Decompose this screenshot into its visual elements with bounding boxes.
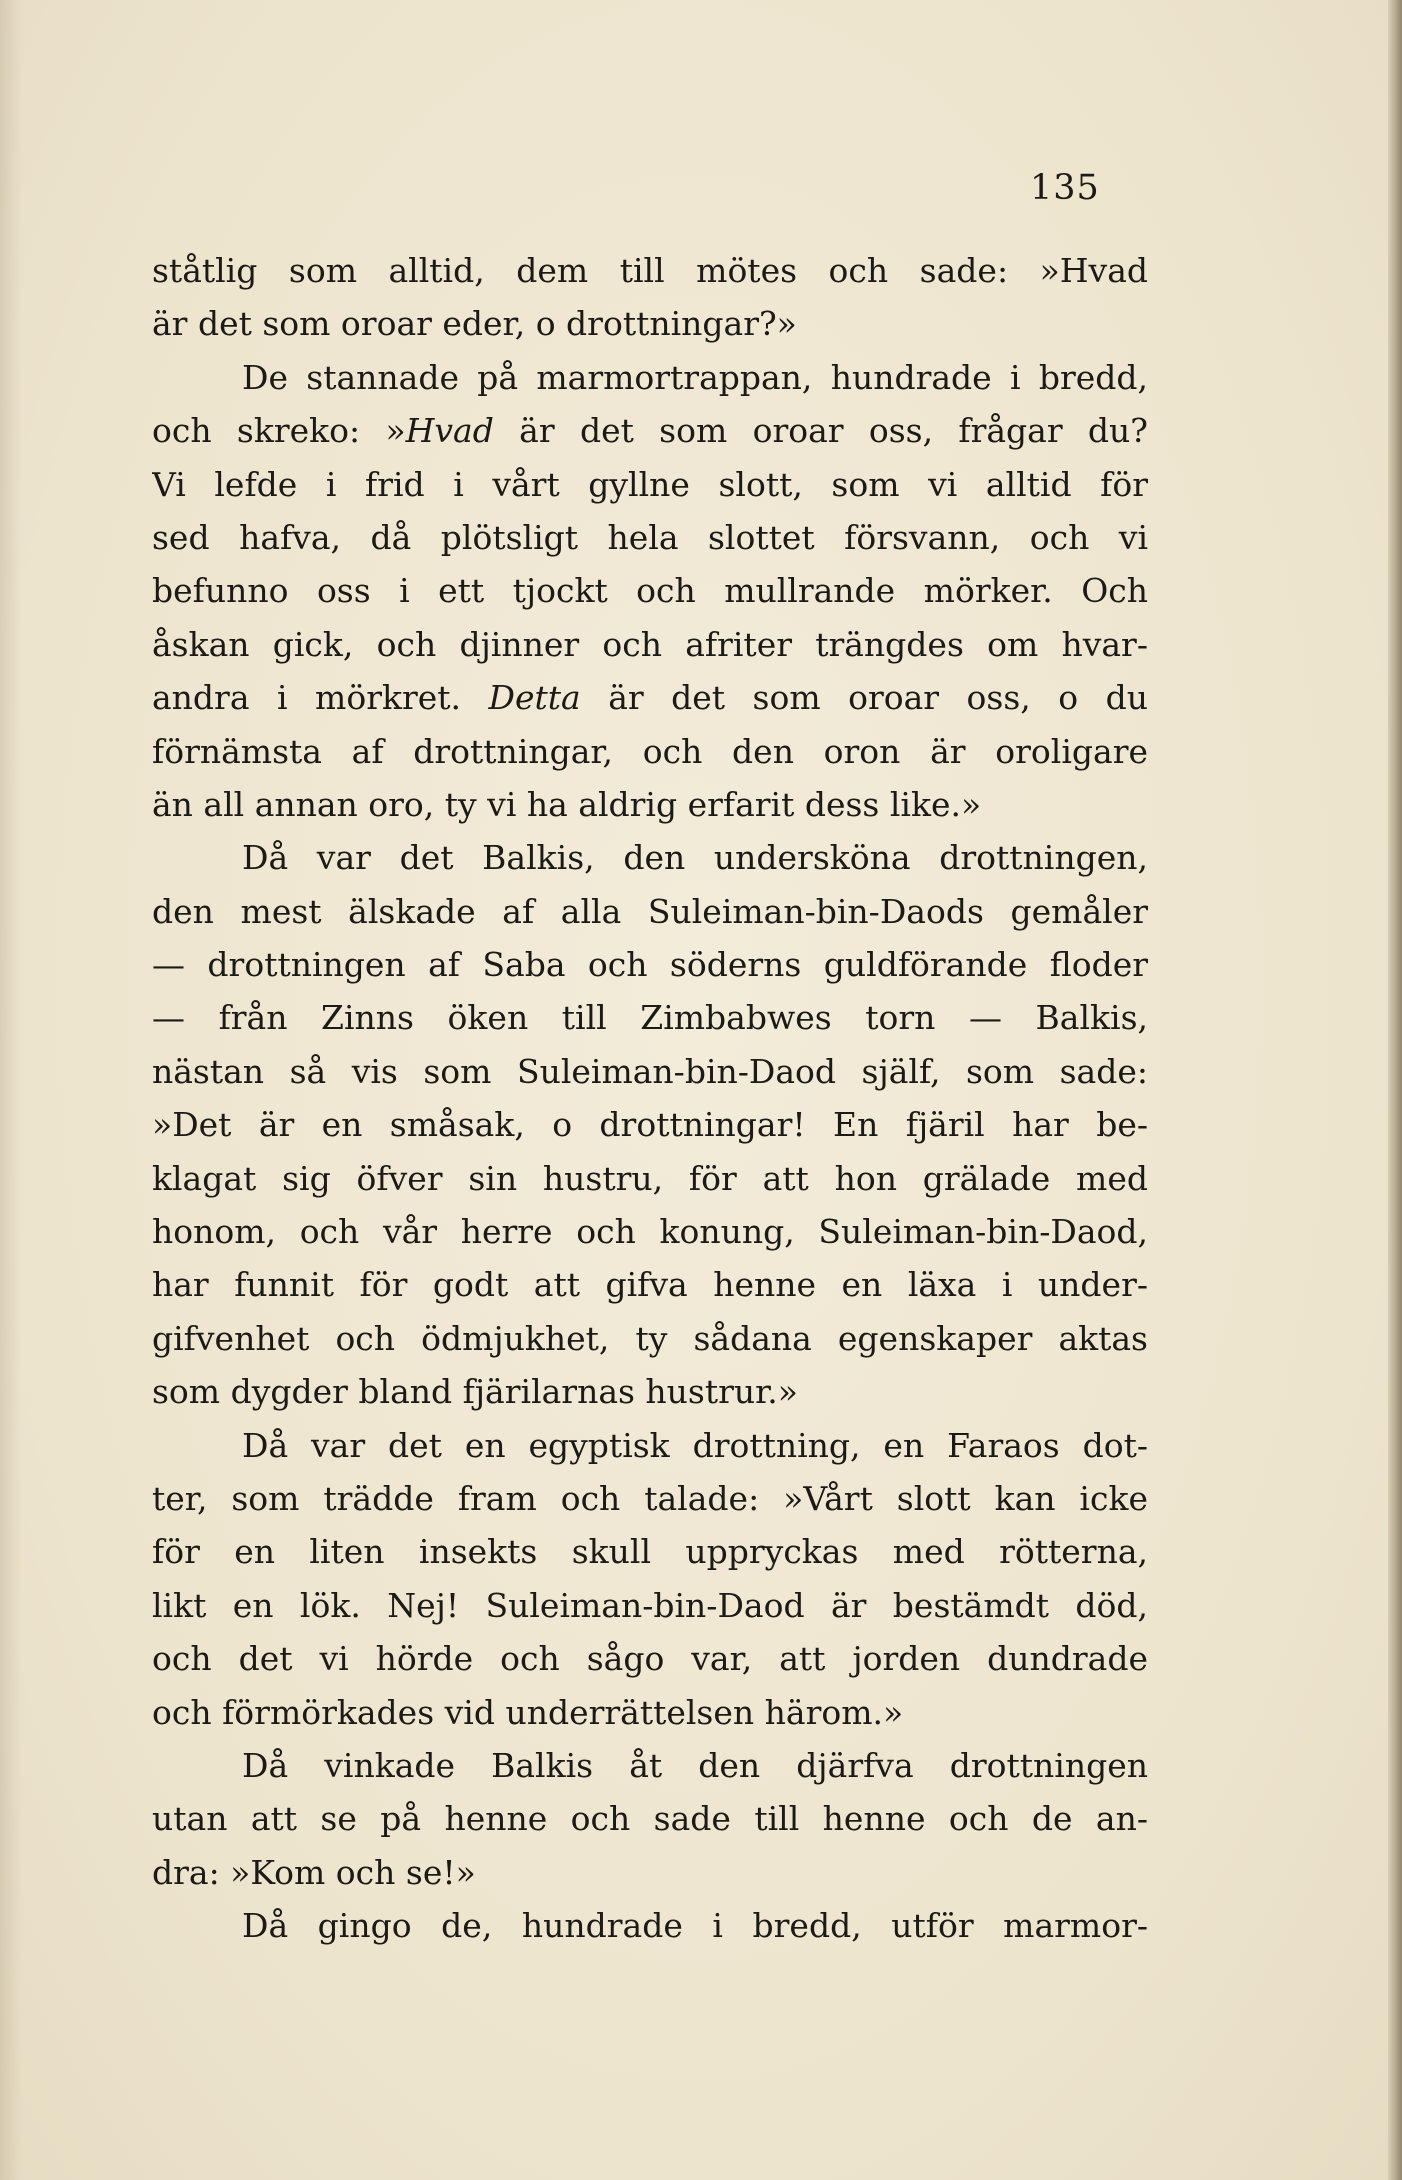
text-line: De stannade på marmortrappan, hundrade i bredd, xyxy=(242,357,1148,397)
italic-word: Hvad xyxy=(405,411,494,451)
text-segment: andra i mörkret. xyxy=(152,678,489,718)
gutter-shadow xyxy=(0,0,22,2180)
text-line: som dygder bland fjärilarnas hustrur.» xyxy=(152,1372,798,1412)
text-line: och förmörkades vid underrättelsen härom.» xyxy=(152,1692,904,1732)
text-line: Då var det en egyptisk drottning, en Faraos dot- xyxy=(242,1425,1148,1465)
text-segment: och skreko: » xyxy=(152,411,406,451)
text-line: klagat sig öfver sin hustru, för att hon grälade med xyxy=(152,1158,1148,1198)
body-text xyxy=(152,244,1148,1953)
page-edge xyxy=(1388,0,1402,2180)
text-line xyxy=(152,404,1148,457)
text-line: — drottningen af Saba och söderns guldförande floder xyxy=(152,945,1148,985)
text-line: utan att se på henne och sade till henne och de an- xyxy=(152,1799,1148,1839)
text-line: ståtlig som alltid, dem till mötes och sade: »Hvad xyxy=(152,251,1148,290)
italic-word: Detta xyxy=(488,678,581,718)
text-line: befunno oss i ett tjockt och mullrande mörker. Och xyxy=(152,571,1148,611)
text-line: än all annan oro, ty vi ha aldrig erfarit dess like.» xyxy=(152,784,982,824)
text-line: »Det är en småsak, o drottningar! En fjäril har be- xyxy=(152,1105,1148,1145)
text-line: åskan gick, och djinner och afriter trängdes om hvar- xyxy=(152,624,1148,664)
text-segment: är det som oroar oss, frågar du? xyxy=(493,411,1148,451)
text-line: dra: »Kom och se!» xyxy=(152,1852,476,1892)
text-line: honom, och vår herre och konung, Suleiman-bin-Daod, xyxy=(152,1212,1148,1252)
text-line: gifvenhet och ödmjukhet, ty sådana egenskaper aktas xyxy=(152,1318,1148,1358)
text-line: sed hafva, då plötsligt hela slottet försvann, och vi xyxy=(152,517,1148,557)
text-line: nästan så vis som Suleiman-bin-Daod själf, som sade: xyxy=(152,1051,1148,1091)
text-line: Vi lefde i frid i vårt gyllne slott, som vi alltid för xyxy=(152,464,1148,504)
text-line: och det vi hörde och sågo var, att jorden dundrade xyxy=(152,1639,1148,1679)
text-line: Då gingo de, hundrade i bredd, utför marmor- xyxy=(242,1906,1148,1946)
text-line: förnämsta af drottningar, och den oron är oroligare xyxy=(152,731,1148,771)
text-line: har funnit för godt att gifva henne en läxa i under- xyxy=(152,1265,1148,1305)
text-line: för en liten insekts skull uppryckas med rötterna, xyxy=(152,1532,1148,1572)
page-number: 135 xyxy=(1030,168,1100,208)
text-line: den mest älskade af alla Suleiman-bin-Daods gemåler xyxy=(152,891,1148,931)
text-segment: är det som oroar oss, o du xyxy=(580,678,1148,718)
text-line xyxy=(152,671,1148,724)
text-line: likt en lök. Nej! Suleiman-bin-Daod är bestämdt död, xyxy=(152,1585,1148,1625)
text-line: ter, som trädde fram och talade: »Vårt slott kan icke xyxy=(152,1478,1148,1518)
text-line: är det som oroar eder, o drottningar?» xyxy=(152,304,797,344)
text-line: — från Zinns öken till Zimbabwes torn — Balkis, xyxy=(152,998,1148,1038)
text-line: Då var det Balkis, den undersköna drottningen, xyxy=(242,838,1148,878)
text-line: Då vinkade Balkis åt den djärfva drottningen xyxy=(242,1745,1148,1785)
